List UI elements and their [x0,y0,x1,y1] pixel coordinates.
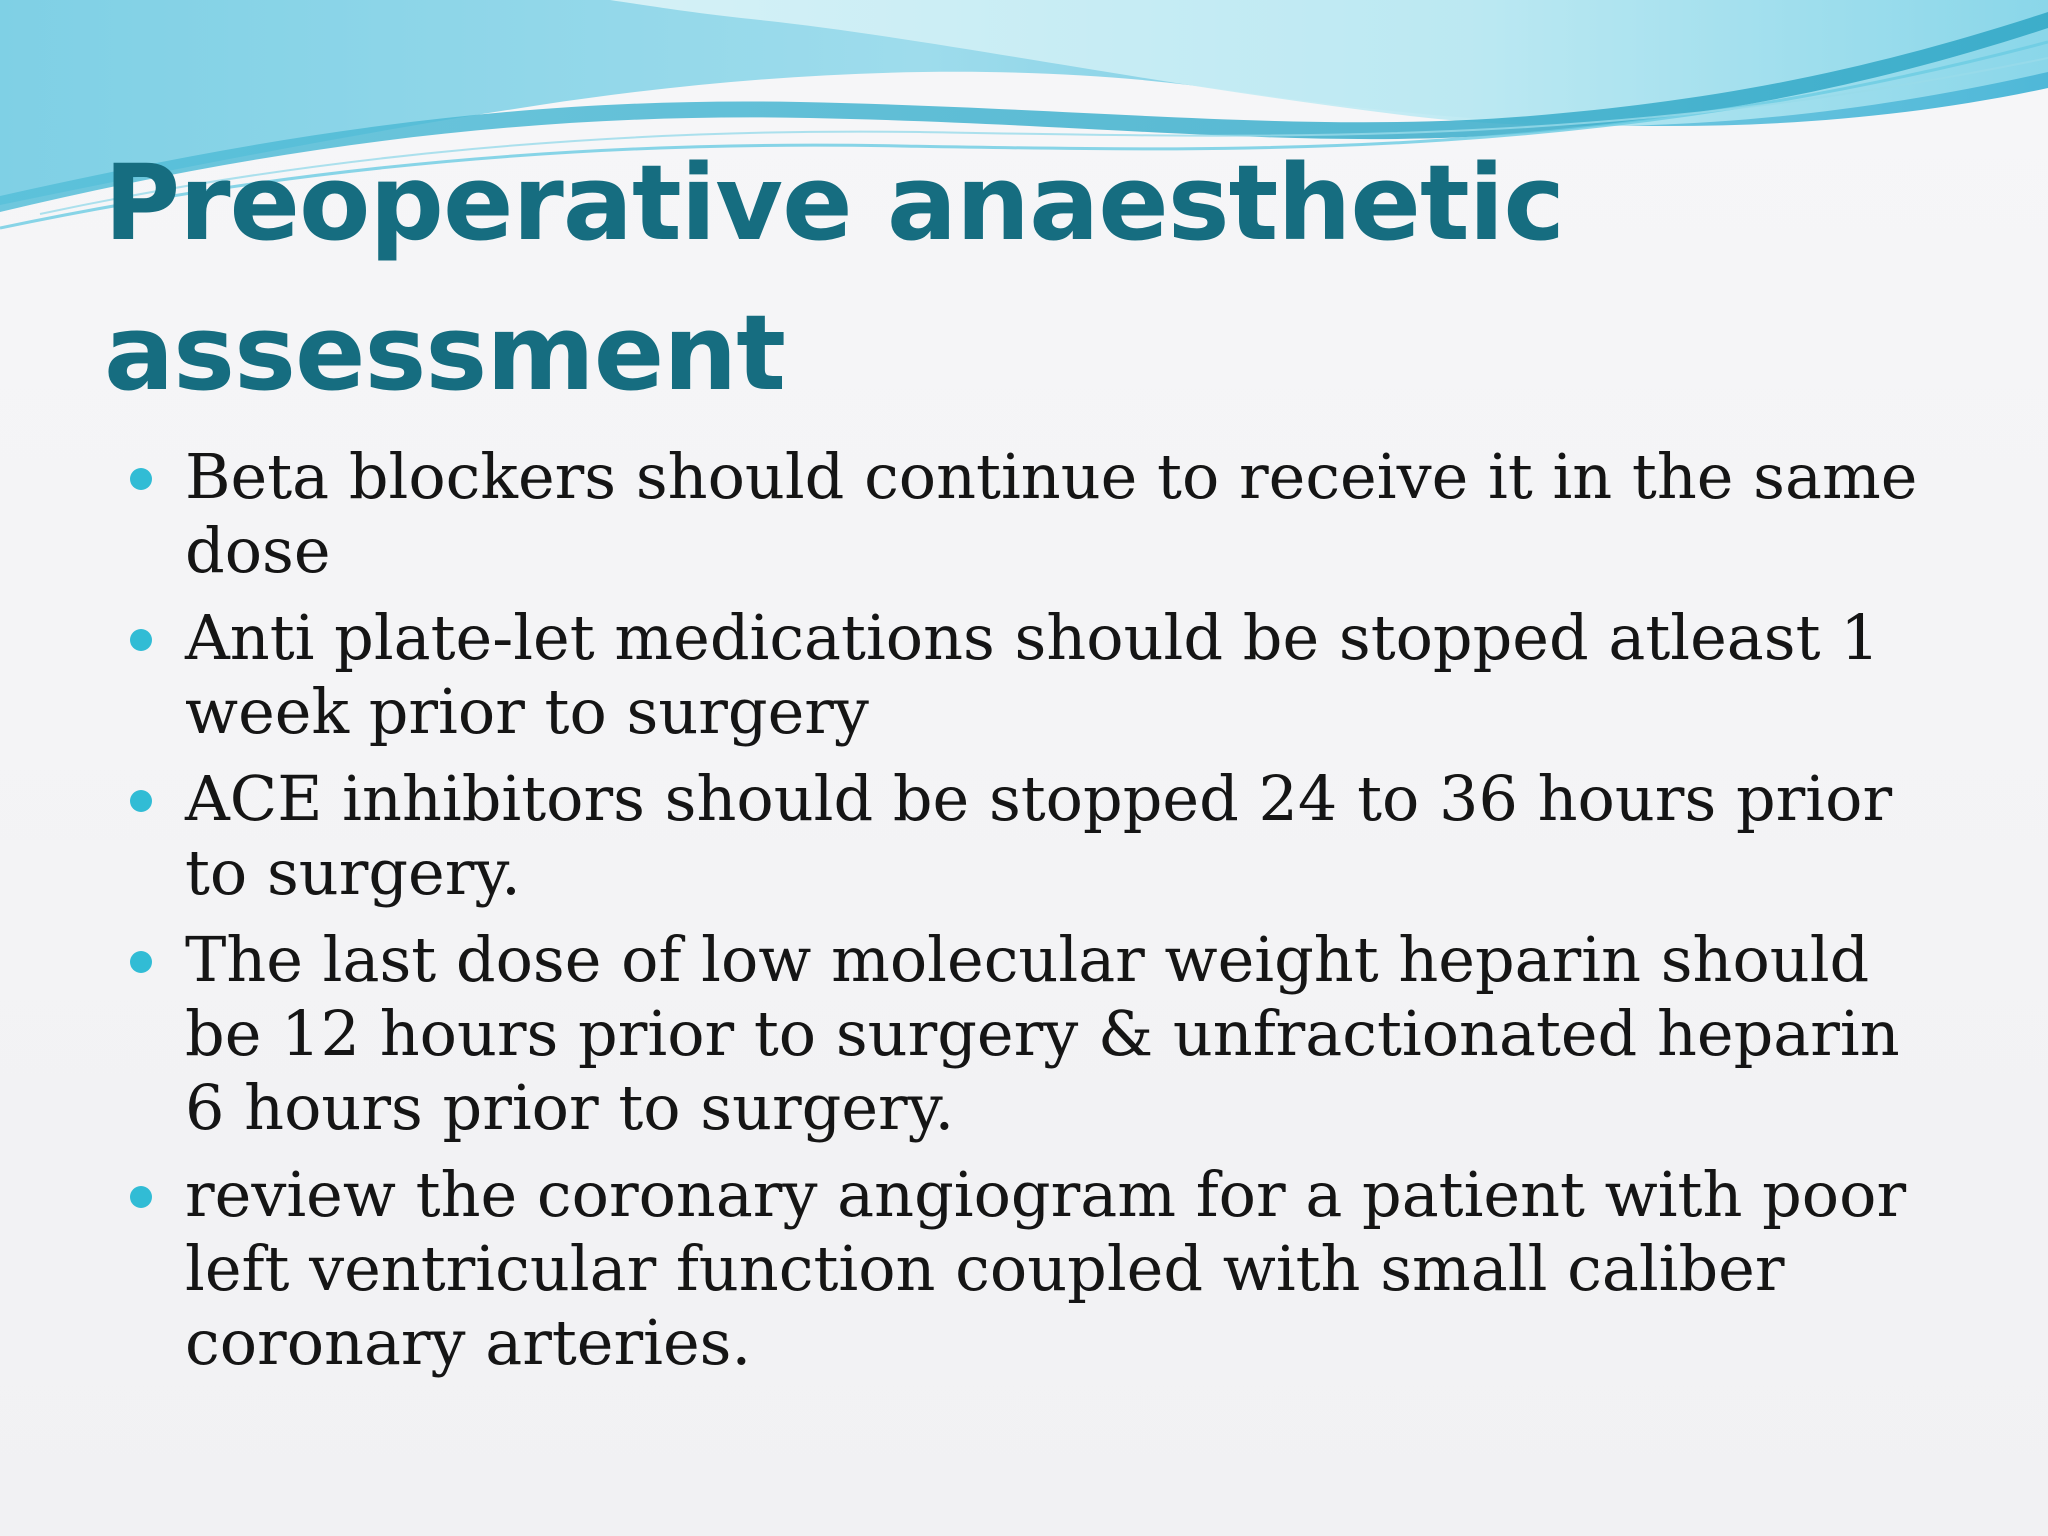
slide-title: Preoperative anaesthetic assessment [104,142,1564,414]
bullet-icon [130,1186,152,1208]
bullet-icon [130,951,152,973]
bullet-list [126,440,1956,1393]
bullet-item [126,762,1956,910]
bullet-text: Anti plate-let medications should be stopped atleast 1 week prior to surgery [185,601,1880,748]
bullet-item [126,923,1956,1145]
bullet-text: The last dose of low molecular weight heparin should be 12 hours prior to surgery & unfractionated heparin 6 hours prior to surgery. [185,923,1900,1144]
bullet-icon [130,629,152,651]
bullet-item [126,601,1956,749]
bullet-text: review the coronary angiogram for a patient with poor left ventricular function coupled with small caliber coronary arteries. [185,1158,1907,1379]
bullet-text: Beta blockers should continue to receive it in the same dose [185,440,1918,587]
bullet-item [126,440,1956,588]
bullet-icon [130,468,152,490]
bullet-text: ACE inhibitors should be stopped 24 to 36 hours prior to surgery. [185,762,1893,909]
bullet-item [126,1158,1956,1380]
bullet-icon [130,790,152,812]
